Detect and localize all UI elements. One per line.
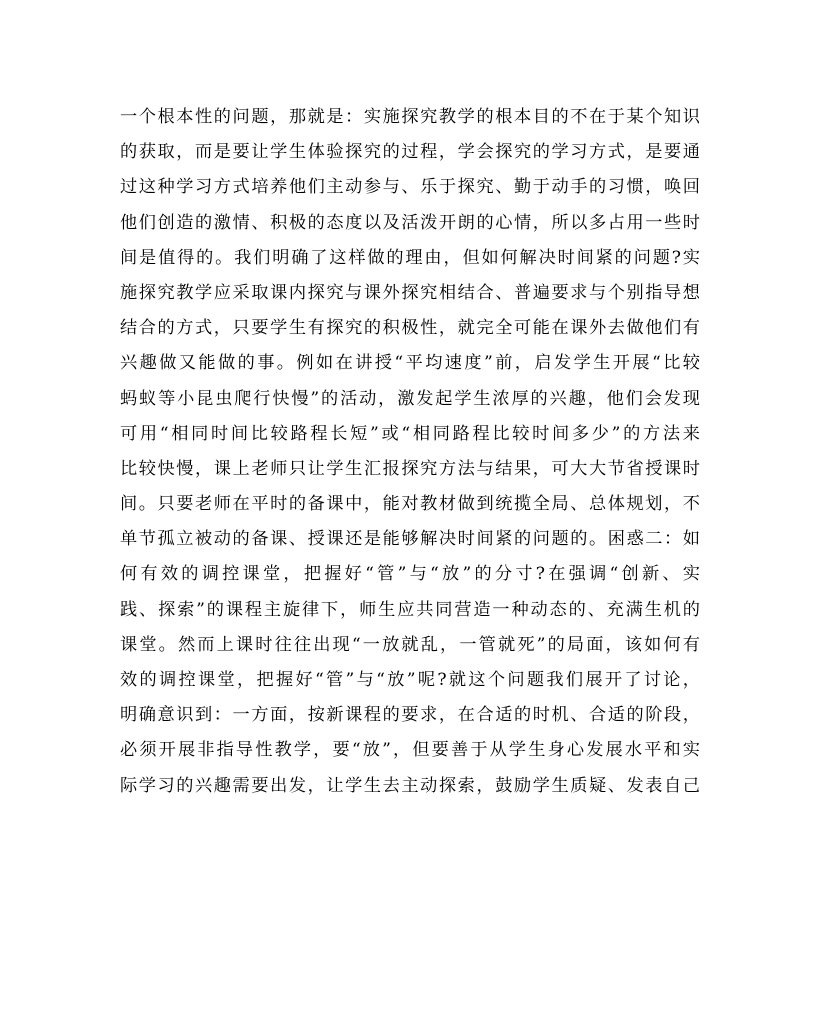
text-line: 明确意识到：一方面，按新课程的要求，在合适的时机、合适的阶段， <box>120 705 700 726</box>
body-text <box>120 100 700 804</box>
text-line: 何有效的调控课堂，把握好“管”与“放”的分寸?在强调“创新、实 <box>120 564 700 585</box>
text-line: 兴趣做又能做的事。例如在讲授“平均速度”前，启发学生开展“比较 <box>120 353 700 374</box>
text-line: 践、探索”的课程主旋律下，师生应共同营造一种动态的、充满生机的 <box>120 599 700 620</box>
text-line: 过这种学习方式培养他们主动参与、乐于探究、勤于动手的习惯，唤回 <box>120 177 700 198</box>
text-line: 结合的方式，只要学生有探究的积极性，就完全可能在课外去做他们有 <box>120 318 700 339</box>
text-line: 施探究教学应采取课内探究与课外探究相结合、普遍要求与个别指导想 <box>120 282 700 303</box>
text-line: 课堂。然而上课时往往出现“一放就乱，一管就死”的局面，该如何有 <box>120 634 700 655</box>
text-line: 单节孤立被动的备课、授课还是能够解决时间紧的问题的。困惑二：如 <box>120 529 700 550</box>
text-line: 一个根本性的问题，那就是：实施探究教学的根本目的不在于某个知识 <box>120 107 700 127</box>
text-line: 比较快慢，课上老师只让学生汇报探究方法与结果，可大大节省授课时 <box>120 458 700 479</box>
text-line: 际学习的兴趣需要出发，让学生去主动探索，鼓励学生质疑、发表自己 <box>120 775 700 796</box>
text-line: 可用“相同时间比较路程长短”或“相同路程比较时间多少”的方法来 <box>120 423 700 444</box>
text-line: 他们创造的激情、积极的态度以及活泼开朗的心情，所以多占用一些时 <box>120 212 700 233</box>
text-line: 间。只要老师在平时的备课中，能对教材做到统揽全局、总体规划，不 <box>120 494 700 515</box>
text-line: 蚂蚁等小昆虫爬行快慢”的活动，激发起学生浓厚的兴趣，他们会发现 <box>120 388 700 409</box>
text-line: 必须开展非指导性教学，要“放”，但要善于从学生身心发展水平和实 <box>120 740 700 761</box>
text-line: 效的调控课堂，把握好“管”与“放”呢?就这个问题我们展开了讨论， <box>120 670 700 690</box>
text-line: 的获取，而是要让学生体验探究的过程，学会探究的学习方式，是要通 <box>120 142 700 163</box>
text-line: 间是值得的。我们明确了这样做的理由，但如何解决时间紧的问题?实 <box>120 247 700 268</box>
